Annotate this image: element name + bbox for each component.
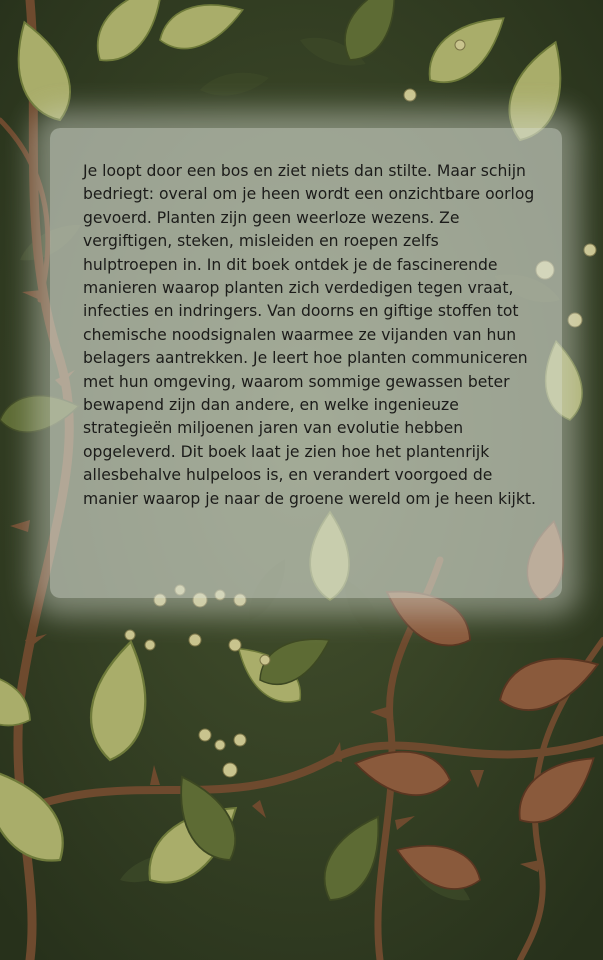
back-cover-blurb: Je loopt door een bos en ziet niets dan stilte. Maar schijn bedriegt: overal om je heen wordt een onzichtbare oorlog gevoerd. Planten zijn geen weerloze wezens. Ze vergiftigen, steken, misleiden en roepen zelfs hulptroepen in. In dit boek ontdek je de fascinerende manieren waarop planten zich verdedigen tegen vraat, infecties en indringers. Van doorns en giftige stoffen tot chemische noodsignalen waarmee ze vijanden van hun belagers aantrekken. Je leert hoe planten communiceren met hun omgeving, waarom sommige gewassen beter bewapend zijn dan andere, en welke ingenieuze strategieën miljoenen jaren van evolutie hebben opgeleverd. Dit boek laat je zien hoe het plantenrijk allesbehalve hulpeloos is, en verandert voorgoed de manier waarop je naar de groene wereld om je heen kijkt.	[83, 162, 536, 508]
